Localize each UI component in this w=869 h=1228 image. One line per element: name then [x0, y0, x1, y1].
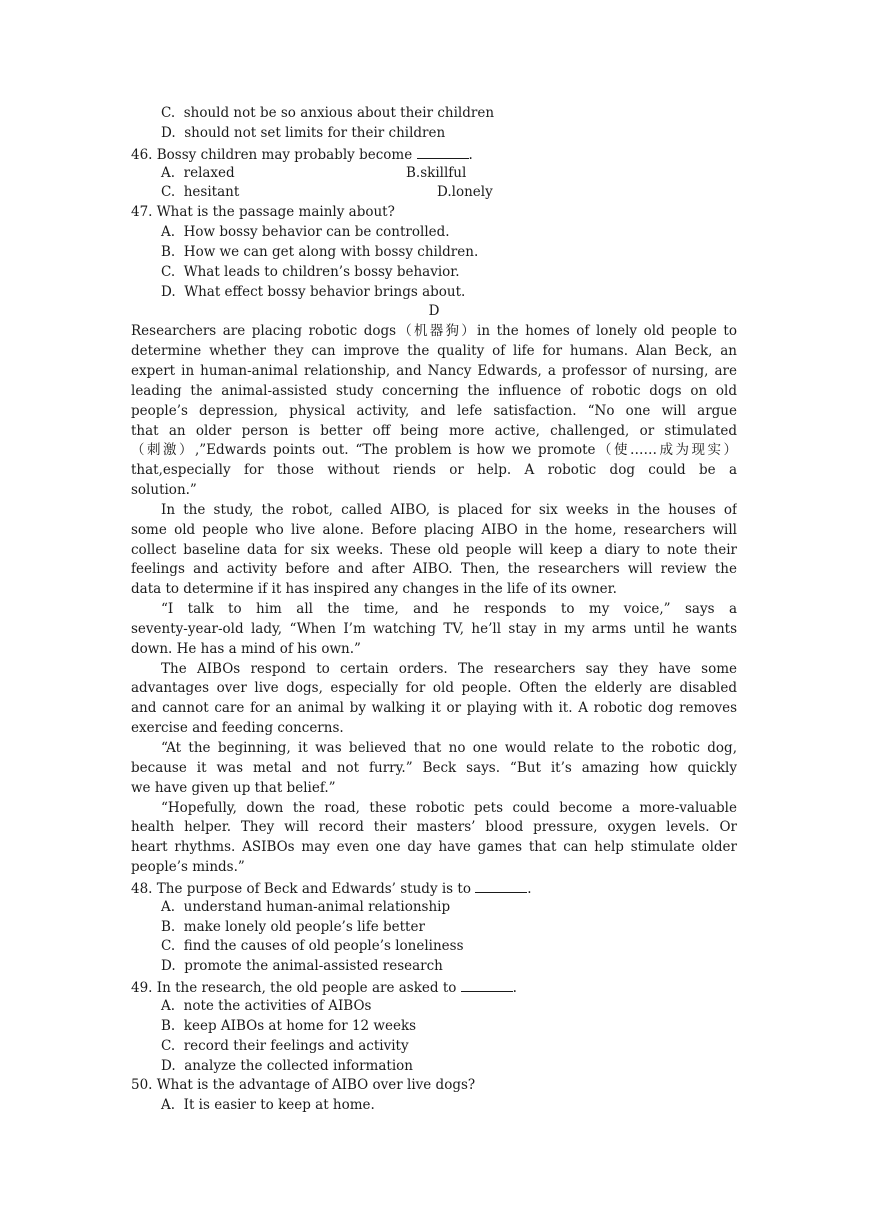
option-47a: A. How bossy behavior can be controlled.: [161, 224, 450, 241]
passage-line: determine whether they can improve the quality of life for humans. Alan Beck, an: [131, 343, 737, 360]
passage-line: Researchers are placing robotic dogs（机器狗）in the homes of lonely old people to: [131, 323, 737, 340]
question-48-period: .: [527, 880, 532, 897]
passage-line: and cannot care for an animal by walking it or playing with it. A robotic dog removes: [131, 700, 737, 717]
passage-line: The AIBOs respond to certain orders. The researchers say they have some: [161, 660, 737, 677]
option-49c: C. record their feelings and activity: [161, 1037, 409, 1054]
passage-line: expert in human-animal relationship, and Nancy Edwards, a professor of nursing, are: [131, 362, 737, 379]
answer-blank: [461, 977, 513, 992]
question-47: 47. What is the passage mainly about?: [131, 204, 395, 221]
option-47b: B. How we can get along with bossy children.: [161, 243, 479, 260]
option-45c: C. should not be so anxious about their children: [161, 105, 495, 121]
passage-line: “At the beginning, it was believed that no one would relate to the robotic dog,: [161, 740, 737, 756]
answer-blank: [475, 878, 527, 893]
question-49: [131, 977, 737, 997]
option-49a: A. note the activities of AIBOs: [161, 997, 372, 1014]
question-50: 50. What is the advantage of AIBO over live dogs?: [131, 1077, 476, 1094]
question-46: [131, 144, 737, 164]
passage-line: feelings and activity before and after AIBO. Then, the researchers will review the: [131, 561, 737, 578]
question-49-text: 49. In the research, the old people are asked to: [131, 980, 457, 997]
option-48d: D. promote the animal-assisted research: [161, 958, 443, 975]
question-48-text: 48. The purpose of Beck and Edwards’ study is to: [131, 880, 471, 897]
passage-line: （刺激）,”Edwards points out. “The problem is how we promote（使……成为现实）: [131, 442, 737, 459]
option-45d: D. should not set limits for their children: [161, 124, 446, 141]
question-46-period: .: [468, 146, 473, 163]
question-46-text: 46. Bossy children may probably become: [131, 146, 413, 163]
passage-line: collect baseline data for six weeks. These old people will keep a diary to note their: [131, 541, 737, 558]
passage-line: solution.”: [131, 482, 197, 499]
passage-line: “I talk to him all the time, and he responds to my voice,” says a: [161, 601, 737, 618]
passage-line: In the study, the robot, called AIBO, is placed for six weeks in the houses of: [161, 501, 737, 518]
passage-line: people’s minds.”: [131, 859, 245, 876]
document-page: [131, 104, 737, 1116]
passage-line: leading the animal-assisted study concerning the influence of robotic dogs on old: [131, 382, 737, 399]
passage-line: down. He has a mind of his own.”: [131, 640, 361, 657]
question-48: [131, 878, 737, 898]
option-46c: C. hesitant: [161, 184, 240, 201]
passage-line: data to determine if it has inspired any changes in the life of its owner.: [131, 581, 617, 598]
passage-line: that an older person is better off being more active, challenged, or stimulated: [131, 422, 737, 439]
option-47d: D. What effect bossy behavior brings about.: [161, 283, 466, 300]
passage-line: “Hopefully, down the road, these robotic pets could become a more-valuable: [161, 799, 737, 816]
answer-blank: [417, 144, 469, 159]
passage-line: health helper. They will record their masters’ blood pressure, oxygen levels. Or: [131, 819, 737, 836]
passage-line: that,especially for those without riends or help. A robotic dog could be a: [131, 462, 737, 479]
passage-line: we have given up that belief.”: [131, 779, 336, 796]
option-46b: B.skillful: [406, 164, 467, 181]
option-49b: B. keep AIBOs at home for 12 weeks: [161, 1017, 417, 1034]
question-49-period: .: [512, 980, 517, 997]
option-48b: B. make lonely old people’s life better: [161, 918, 425, 935]
options-46-row1: [131, 164, 737, 184]
passage-line: seventy-year-old lady, “When I’m watching TV, he’ll stay in my arms until he wants: [131, 620, 737, 637]
passage-line: some old people who live alone. Before placing AIBO in the home, researchers will: [131, 521, 737, 538]
passage-line: exercise and feeding concerns.: [131, 720, 344, 737]
options-46-row2: [131, 183, 737, 203]
option-46a: A. relaxed: [161, 164, 235, 181]
option-48a: A. understand human-animal relationship: [161, 898, 451, 915]
passage-line: because it was metal and not furry.” Beck says. “But it’s amazing how quickly: [131, 759, 737, 776]
passage-line: people’s depression, physical activity, and lefe satisfaction. “No one will argue: [131, 402, 737, 419]
option-46d: D.lonely: [437, 184, 493, 201]
section-heading-d: D: [428, 303, 440, 320]
option-50a: A. It is easier to keep at home.: [161, 1097, 375, 1114]
option-49d: D. analyze the collected information: [161, 1057, 413, 1074]
passage-line: advantages over live dogs, especially for old people. Often the elderly are disabled: [131, 680, 737, 697]
option-48c: C. find the causes of old people’s loneliness: [161, 938, 464, 955]
option-47c: C. What leads to children’s bossy behavior.: [161, 263, 460, 280]
passage-line: heart rhythms. ASIBOs may even one day have games that can help stimulate older: [131, 839, 737, 856]
